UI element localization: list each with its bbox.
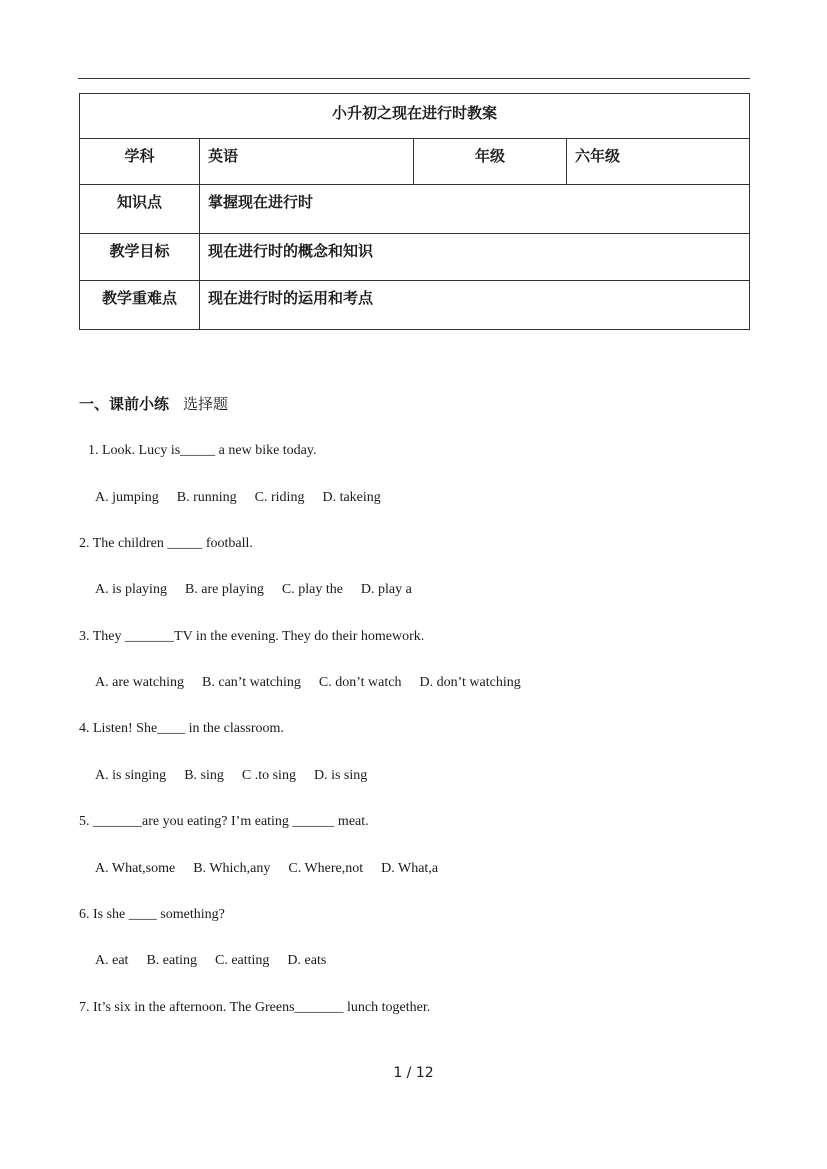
option: A. What,some [95, 861, 176, 876]
option: C. Where,not [288, 861, 364, 876]
option: A. jumping [95, 490, 159, 505]
option: B. running [176, 490, 237, 505]
question-5-options [95, 861, 456, 877]
question-1-options [95, 490, 399, 506]
option: C. don’t watch [318, 675, 402, 690]
page-number: 1 / 12 [393, 1065, 434, 1081]
option: B. Which,any [193, 861, 271, 876]
option: D. is sing [313, 768, 368, 783]
option: D. eats [287, 953, 327, 968]
table-title: 小升初之现在进行时教案 [80, 94, 750, 139]
subject-value: 英语 [200, 139, 414, 185]
option: C. play the [281, 582, 343, 597]
question-3-options [95, 675, 539, 691]
grade-value: 六年级 [567, 139, 750, 185]
option: C. eatting [214, 953, 270, 968]
question-4-options [95, 768, 385, 784]
grade-label: 年级 [414, 139, 567, 185]
option: A. are watching [95, 675, 185, 690]
option: A. is playing [95, 582, 167, 597]
option: D. play a [360, 582, 412, 597]
question-6-options [95, 953, 344, 969]
focus-value: 现在进行时的运用和考点 [200, 281, 750, 330]
option: B. sing [184, 768, 224, 783]
focus-label: 教学重难点 [80, 281, 200, 330]
question-6: 6. Is she ____ something? [79, 907, 225, 922]
question-5: 5. _______are you eating? I’m eating ______ meat. [79, 814, 369, 829]
option: B. are playing [184, 582, 264, 597]
subject-label: 学科 [80, 139, 200, 185]
question-4: 4. Listen! She____ in the classroom. [79, 721, 284, 736]
section-subtitle: 选择题 [183, 395, 229, 413]
option: D. What,a [381, 861, 439, 876]
option: D. don’t watching [419, 675, 521, 690]
question-3: 3. They _______TV in the evening. They do their homework. [79, 629, 425, 644]
lesson-info-table [79, 93, 750, 330]
option: B. can’t watching [202, 675, 301, 690]
question-7: 7. It’s six in the afternoon. The Greens_______ lunch together. [79, 1000, 431, 1015]
option: A. eat [95, 953, 129, 968]
option: C .to sing [241, 768, 296, 783]
goal-value: 现在进行时的概念和知识 [200, 234, 750, 281]
section-title: 一、课前小练 [79, 395, 170, 413]
question-2: 2. The children _____ football. [79, 536, 253, 551]
option: A. is singing [95, 768, 167, 783]
knowledge-value: 掌握现在进行时 [200, 185, 750, 234]
section-heading [79, 393, 228, 414]
knowledge-label: 知识点 [80, 185, 200, 234]
header-rule [78, 78, 750, 79]
question-1: 1. Look. Lucy is_____ a new bike today. [88, 443, 317, 458]
option: B. eating [146, 953, 197, 968]
option: C. riding [254, 490, 305, 505]
goal-label: 教学目标 [80, 234, 200, 281]
option: D. takeing [322, 490, 381, 505]
question-2-options [95, 582, 430, 598]
